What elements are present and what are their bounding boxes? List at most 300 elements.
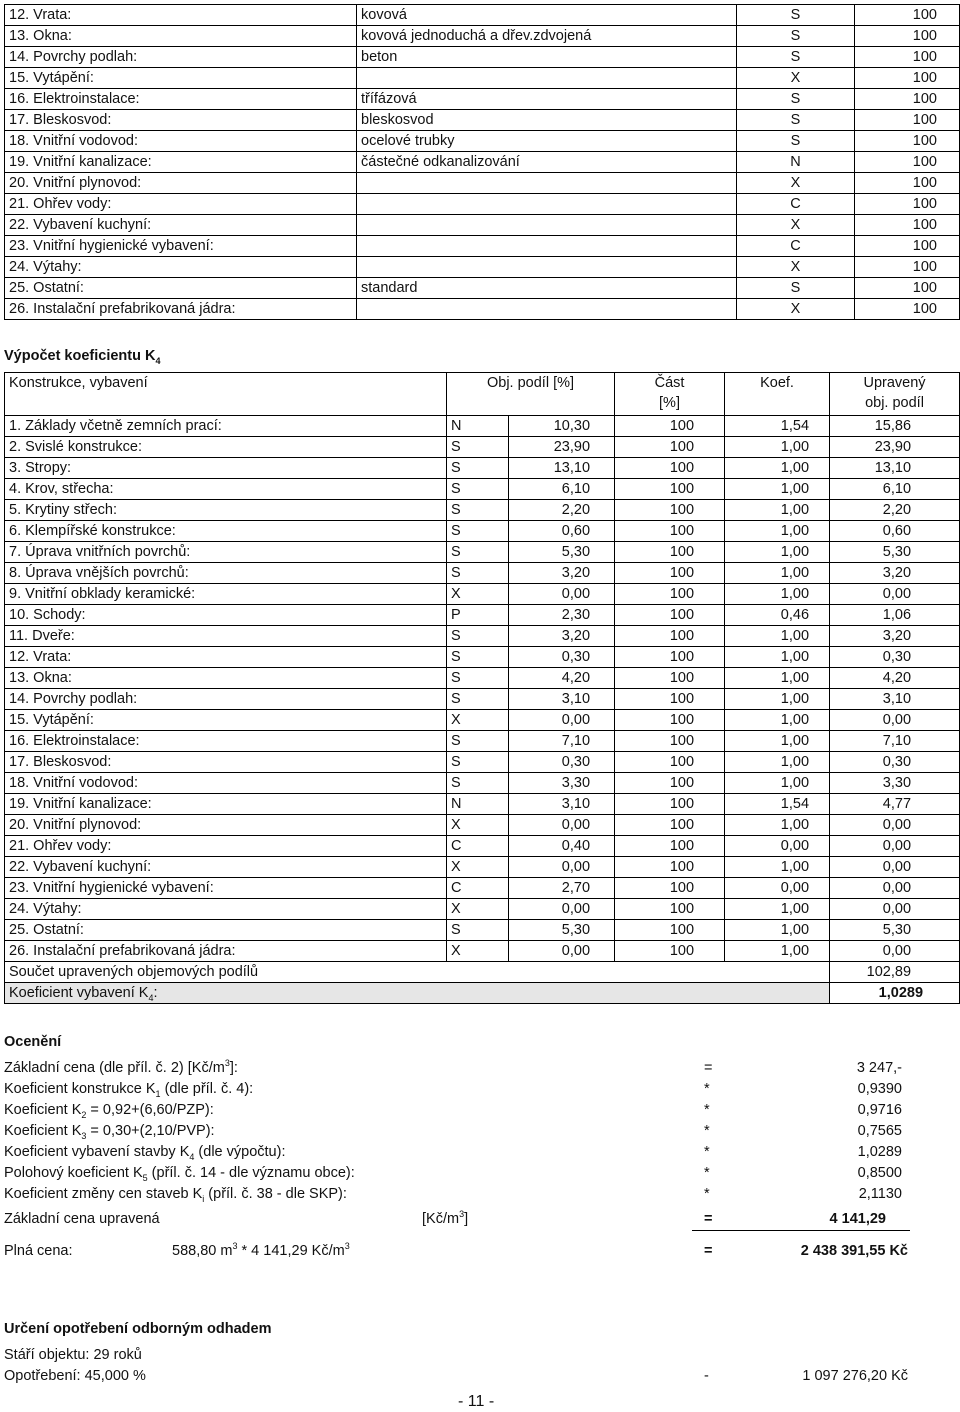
valuation-k3-operator: * [704, 1123, 710, 1139]
row-share: 10,30 [509, 416, 615, 437]
row-coef: 1,00 [725, 584, 830, 605]
table-row [5, 647, 960, 668]
row-percent: 100 [855, 47, 960, 68]
k4-table-header [5, 373, 960, 416]
row-share: 3,30 [509, 773, 615, 794]
row-description: kovová jednoduchá a dřev.zdvojená [357, 26, 737, 47]
header-part: Část [%] [615, 373, 725, 416]
row-description [357, 236, 737, 257]
row-part: 100 [615, 416, 725, 437]
row-share: 3,20 [509, 626, 615, 647]
sum-rule [692, 1230, 910, 1231]
row-share: 2,70 [509, 878, 615, 899]
row-label: 9. Vnitřní obklady keramické: [5, 584, 447, 605]
row-code: X [737, 257, 855, 278]
row-share: 0,40 [509, 836, 615, 857]
row-share: 0,00 [509, 941, 615, 962]
row-code: S [447, 542, 509, 563]
row-share: 0,60 [509, 521, 615, 542]
row-coef: 1,54 [725, 416, 830, 437]
row-adjusted: 0,00 [830, 710, 960, 731]
row-code: S [447, 668, 509, 689]
row-part: 100 [615, 521, 725, 542]
row-label: 4. Krov, střecha: [5, 479, 447, 500]
row-label: 19. Vnitřní kanalizace: [5, 794, 447, 815]
row-part: 100 [615, 773, 725, 794]
valuation-k5-operator: * [704, 1165, 710, 1181]
row-code: S [737, 26, 855, 47]
row-label: 1. Základy včetně zemních prací: [5, 416, 447, 437]
sum-label: Součet upravených objemových podílů [5, 962, 830, 983]
valuation-k5-value: 0,8500 [857, 1165, 902, 1181]
row-percent: 100 [855, 194, 960, 215]
row-coef: 1,00 [725, 857, 830, 878]
table-row [5, 152, 960, 173]
wear-title: Určení opotřebení odborným odhadem [4, 1321, 272, 1337]
row-code: S [447, 521, 509, 542]
valuation-ki-label: Koeficient změny cen staveb $K_i$ (příl. č. 38 - dle SKP): [4, 1186, 347, 1204]
table-row [5, 752, 960, 773]
full-price-calculation: 588,80 $m^3 * 4$ 141,29 $Kč/m^3$ [172, 1241, 350, 1259]
row-coef: 1,00 [725, 458, 830, 479]
row-part: 100 [615, 437, 725, 458]
row-coef: 1,00 [725, 731, 830, 752]
row-label: 16. Elektroinstalace: [5, 89, 357, 110]
row-label: 21. Ohřev vody: [5, 194, 357, 215]
table-row [5, 257, 960, 278]
row-adjusted: 15,86 [830, 416, 960, 437]
table-row [5, 458, 960, 479]
row-part: 100 [615, 500, 725, 521]
row-part: 100 [615, 626, 725, 647]
header-coef: Koef. [725, 373, 830, 416]
row-adjusted: 4,77 [830, 794, 960, 815]
table-row [5, 584, 960, 605]
row-description [357, 68, 737, 89]
row-share: 0,30 [509, 752, 615, 773]
row-label: 26. Instalační prefabrikovaná jádra: [5, 299, 357, 320]
row-label: 6. Klempířské konstrukce: [5, 521, 447, 542]
row-adjusted: 0,00 [830, 836, 960, 857]
row-label: 12. Vrata: [5, 5, 357, 26]
valuation-k3-label: Koeficient $K_3 = 0,30+(2,10/PVP)$: [4, 1123, 215, 1141]
row-part: 100 [615, 836, 725, 857]
full-price-label: Plná cena: [4, 1243, 73, 1259]
row-part: 100 [615, 857, 725, 878]
row-code: X [447, 899, 509, 920]
table-row [5, 299, 960, 320]
table-row [5, 605, 960, 626]
row-share: 13,10 [509, 458, 615, 479]
row-coef: 1,00 [725, 437, 830, 458]
row-code: S [737, 110, 855, 131]
row-code: C [447, 836, 509, 857]
row-code: N [447, 416, 509, 437]
row-label: 14. Povrchy podlah: [5, 47, 357, 68]
valuation-ki-operator: * [704, 1186, 710, 1202]
row-code: S [447, 458, 509, 479]
k4-result-row [5, 983, 960, 1004]
row-coef: 1,00 [725, 500, 830, 521]
row-part: 100 [615, 731, 725, 752]
row-coef: 1,00 [725, 815, 830, 836]
row-code: N [447, 794, 509, 815]
row-share: 0,30 [509, 647, 615, 668]
row-label: 17. Bleskosvod: [5, 752, 447, 773]
row-adjusted: 0,00 [830, 857, 960, 878]
row-coef: 1,00 [725, 941, 830, 962]
row-percent: 100 [855, 299, 960, 320]
row-code: X [737, 215, 855, 236]
valuation-base_price-label: Základní cena (dle příl. č. 2) $[Kč/m^3]$: [4, 1058, 238, 1076]
row-label: 16. Elektroinstalace: [5, 731, 447, 752]
row-description [357, 194, 737, 215]
adjusted-price-value: 4 141,29 [829, 1211, 886, 1227]
row-description: standard [357, 278, 737, 299]
row-part: 100 [615, 458, 725, 479]
valuation-k3-value: 0,7565 [857, 1123, 902, 1139]
row-percent: 100 [855, 110, 960, 131]
table-row [5, 899, 960, 920]
row-code: C [737, 194, 855, 215]
row-code: S [447, 689, 509, 710]
table-row [5, 626, 960, 647]
row-code: C [447, 878, 509, 899]
row-coef: 1,00 [725, 647, 830, 668]
valuation-base_price-operator: = [704, 1060, 713, 1076]
row-adjusted: 0,30 [830, 752, 960, 773]
table-row [5, 731, 960, 752]
row-description: částečné odkanalizování [357, 152, 737, 173]
row-share: 5,30 [509, 542, 615, 563]
row-label: 25. Ostatní: [5, 920, 447, 941]
row-part: 100 [615, 689, 725, 710]
row-percent: 100 [855, 278, 960, 299]
table-row [5, 710, 960, 731]
row-share: 5,30 [509, 920, 615, 941]
row-share: 4,20 [509, 668, 615, 689]
row-label: 22. Vybavení kuchyní: [5, 857, 447, 878]
row-coef: 1,00 [725, 563, 830, 584]
table-row [5, 794, 960, 815]
row-code: X [447, 584, 509, 605]
wear-value: 1 097 276,20 Kč [802, 1368, 908, 1384]
row-share: 0,00 [509, 857, 615, 878]
table-row [5, 773, 960, 794]
row-adjusted: 5,30 [830, 542, 960, 563]
row-adjusted: 0,00 [830, 815, 960, 836]
row-adjusted: 0,00 [830, 899, 960, 920]
row-adjusted: 0,00 [830, 878, 960, 899]
row-label: 12. Vrata: [5, 647, 447, 668]
row-coef: 1,00 [725, 542, 830, 563]
row-description [357, 257, 737, 278]
table-row [5, 878, 960, 899]
valuation-k5-label: Polohový koeficient $K_5$ (příl. č. 14 - dle významu obce): [4, 1165, 355, 1183]
row-code: S [447, 752, 509, 773]
row-label: 17. Bleskosvod: [5, 110, 357, 131]
row-part: 100 [615, 647, 725, 668]
row-share: 3,20 [509, 563, 615, 584]
row-percent: 100 [855, 173, 960, 194]
row-part: 100 [615, 899, 725, 920]
valuation-k4-label: Koeficient vybavení stavby $K_4$ (dle výpočtu): [4, 1144, 286, 1162]
row-code: S [737, 47, 855, 68]
row-code: S [737, 131, 855, 152]
row-adjusted: 0,00 [830, 584, 960, 605]
row-code: S [447, 731, 509, 752]
sum-value: 102,89 [830, 962, 960, 983]
row-label: 18. Vnitřní vodovod: [5, 773, 447, 794]
row-description [357, 173, 737, 194]
table-row [5, 941, 960, 962]
valuation-k1-operator: * [704, 1081, 710, 1097]
row-code: X [737, 299, 855, 320]
row-coef: 1,00 [725, 626, 830, 647]
row-code: S [447, 626, 509, 647]
valuation-ki-value: 2,1130 [858, 1186, 902, 1202]
row-coef: 1,00 [725, 710, 830, 731]
row-code: S [447, 500, 509, 521]
row-label: 25. Ostatní: [5, 278, 357, 299]
row-coef: 1,00 [725, 773, 830, 794]
wear-label: Opotřebení: 45,000 % [4, 1368, 146, 1384]
adjusted-price-label: Základní cena upravená [4, 1211, 160, 1227]
row-label: 21. Ohřev vody: [5, 836, 447, 857]
table-row [5, 815, 960, 836]
row-description: třífázová [357, 89, 737, 110]
row-coef: 1,00 [725, 920, 830, 941]
table-row [5, 500, 960, 521]
row-code: X [447, 941, 509, 962]
row-part: 100 [615, 752, 725, 773]
row-code: S [737, 5, 855, 26]
row-share: 6,10 [509, 479, 615, 500]
row-description: bleskosvod [357, 110, 737, 131]
table-row [5, 416, 960, 437]
row-adjusted: 3,30 [830, 773, 960, 794]
row-adjusted: 2,20 [830, 500, 960, 521]
row-share: 2,30 [509, 605, 615, 626]
row-label: 8. Úprava vnějších povrchů: [5, 563, 447, 584]
table-row [5, 668, 960, 689]
table-row [5, 836, 960, 857]
row-code: S [447, 437, 509, 458]
header-share: Obj. podíl [%] [447, 373, 615, 416]
row-share: 0,00 [509, 899, 615, 920]
table-row [5, 68, 960, 89]
row-adjusted: 7,10 [830, 731, 960, 752]
row-label: 15. Vytápění: [5, 68, 357, 89]
row-percent: 100 [855, 68, 960, 89]
row-code: X [447, 857, 509, 878]
k4-calculation-table [4, 372, 960, 1004]
table-row [5, 563, 960, 584]
row-adjusted: 3,10 [830, 689, 960, 710]
row-code: N [737, 152, 855, 173]
row-code: X [447, 815, 509, 836]
row-share: 0,00 [509, 710, 615, 731]
row-label: 24. Výtahy: [5, 899, 447, 920]
table-row [5, 215, 960, 236]
row-share: 0,00 [509, 584, 615, 605]
table-row [5, 437, 960, 458]
row-percent: 100 [855, 257, 960, 278]
table-row [5, 236, 960, 257]
row-part: 100 [615, 878, 725, 899]
table-row [5, 5, 960, 26]
row-code: S [737, 89, 855, 110]
table-row [5, 47, 960, 68]
k4-title-subscript: 4 [155, 355, 161, 366]
row-coef: 0,46 [725, 605, 830, 626]
full-price-value: 2 438 391,55 Kč [800, 1243, 908, 1259]
row-share: 3,10 [509, 794, 615, 815]
k4-section-title [4, 346, 161, 366]
row-label: 5. Krytiny střech: [5, 500, 447, 521]
row-coef: 1,00 [725, 668, 830, 689]
valuation-k4-operator: * [704, 1144, 710, 1160]
table-row [5, 521, 960, 542]
wear-age: Stáří objektu: 29 roků [4, 1347, 142, 1363]
row-adjusted: 13,10 [830, 458, 960, 479]
row-label: 23. Vnitřní hygienické vybavení: [5, 236, 357, 257]
row-adjusted: 23,90 [830, 437, 960, 458]
valuation-base_price-value: 3 247,- [856, 1060, 902, 1076]
row-code: S [447, 647, 509, 668]
row-part: 100 [615, 794, 725, 815]
row-label: 13. Okna: [5, 668, 447, 689]
row-code: S [447, 773, 509, 794]
valuation-k1-label: Koeficient konstrukce $K_1$ (dle příl. č. 4): [4, 1081, 254, 1099]
row-part: 100 [615, 563, 725, 584]
row-part: 100 [615, 920, 725, 941]
row-coef: 1,00 [725, 689, 830, 710]
row-adjusted: 0,30 [830, 647, 960, 668]
row-code: X [737, 68, 855, 89]
row-coef: 1,00 [725, 899, 830, 920]
row-adjusted: 4,20 [830, 668, 960, 689]
adjusted-price-operator: = [704, 1211, 713, 1227]
row-description: ocelové trubky [357, 131, 737, 152]
wear-operator: - [704, 1368, 709, 1384]
row-label: 20. Vnitřní plynovod: [5, 815, 447, 836]
row-adjusted: 3,20 [830, 563, 960, 584]
row-label: 3. Stropy: [5, 458, 447, 479]
k4-title-text: Výpočet koeficientu K [4, 348, 156, 364]
row-label: 20. Vnitřní plynovod: [5, 173, 357, 194]
row-share: 0,00 [509, 815, 615, 836]
row-description: kovová [357, 5, 737, 26]
row-code: X [447, 710, 509, 731]
equipment-description-table [4, 4, 960, 320]
row-coef: 0,00 [725, 836, 830, 857]
row-part: 100 [615, 815, 725, 836]
row-code: S [447, 479, 509, 500]
row-coef: 1,00 [725, 479, 830, 500]
table-row [5, 173, 960, 194]
table-row [5, 110, 960, 131]
row-label: 15. Vytápění: [5, 710, 447, 731]
row-share: 7,10 [509, 731, 615, 752]
row-percent: 100 [855, 236, 960, 257]
table-row [5, 131, 960, 152]
row-coef: 1,54 [725, 794, 830, 815]
adjusted-price-unit: $[Kč/m^3]$ [422, 1209, 469, 1227]
table-row [5, 89, 960, 110]
row-label: 10. Schody: [5, 605, 447, 626]
valuation-k1-value: 0,9390 [857, 1081, 902, 1097]
row-share: 3,10 [509, 689, 615, 710]
row-description [357, 215, 737, 236]
table-row [5, 278, 960, 299]
valuation-k2-label: Koeficient $K_2 = 0,92+(6,60/PZP)$: [4, 1102, 214, 1120]
row-part: 100 [615, 710, 725, 731]
row-part: 100 [615, 605, 725, 626]
row-part: 100 [615, 479, 725, 500]
row-code: X [737, 173, 855, 194]
row-percent: 100 [855, 26, 960, 47]
k4-result-label: Koeficient vybavení $K_4$: [5, 983, 830, 1004]
full-price-operator: = [704, 1243, 713, 1259]
row-label: 22. Vybavení kuchyní: [5, 215, 357, 236]
header-construction: Konstrukce, vybavení [5, 373, 447, 416]
row-label: 7. Úprava vnitřních povrchů: [5, 542, 447, 563]
row-adjusted: 0,00 [830, 941, 960, 962]
row-percent: 100 [855, 5, 960, 26]
row-adjusted: 0,60 [830, 521, 960, 542]
row-code: P [447, 605, 509, 626]
row-part: 100 [615, 668, 725, 689]
row-adjusted: 3,20 [830, 626, 960, 647]
row-part: 100 [615, 542, 725, 563]
row-label: 23. Vnitřní hygienické vybavení: [5, 878, 447, 899]
row-code: S [737, 278, 855, 299]
row-label: 2. Svislé konstrukce: [5, 437, 447, 458]
row-percent: 100 [855, 131, 960, 152]
table-row [5, 542, 960, 563]
row-label: 11. Dveře: [5, 626, 447, 647]
row-label: 24. Výtahy: [5, 257, 357, 278]
row-label: 19. Vnitřní kanalizace: [5, 152, 357, 173]
row-percent: 100 [855, 89, 960, 110]
row-part: 100 [615, 941, 725, 962]
table-row [5, 920, 960, 941]
row-description: beton [357, 47, 737, 68]
page-number: - 11 - [458, 1393, 495, 1410]
valuation-k4-value: 1,0289 [857, 1144, 902, 1160]
row-share: 2,20 [509, 500, 615, 521]
valuation-k2-operator: * [704, 1102, 710, 1118]
row-share: 23,90 [509, 437, 615, 458]
row-coef: 0,00 [725, 878, 830, 899]
row-description [357, 299, 737, 320]
row-adjusted: 5,30 [830, 920, 960, 941]
row-coef: 1,00 [725, 752, 830, 773]
row-label: 13. Okna: [5, 26, 357, 47]
row-code: S [447, 920, 509, 941]
valuation-k2-value: 0,9716 [857, 1102, 902, 1118]
row-percent: 100 [855, 215, 960, 236]
header-adjusted: Upravený obj. podíl [830, 373, 960, 416]
table-row [5, 689, 960, 710]
valuation-title: Ocenění [4, 1034, 62, 1050]
row-adjusted: 1,06 [830, 605, 960, 626]
row-label: 14. Povrchy podlah: [5, 689, 447, 710]
table-row [5, 194, 960, 215]
row-part: 100 [615, 584, 725, 605]
row-percent: 100 [855, 152, 960, 173]
